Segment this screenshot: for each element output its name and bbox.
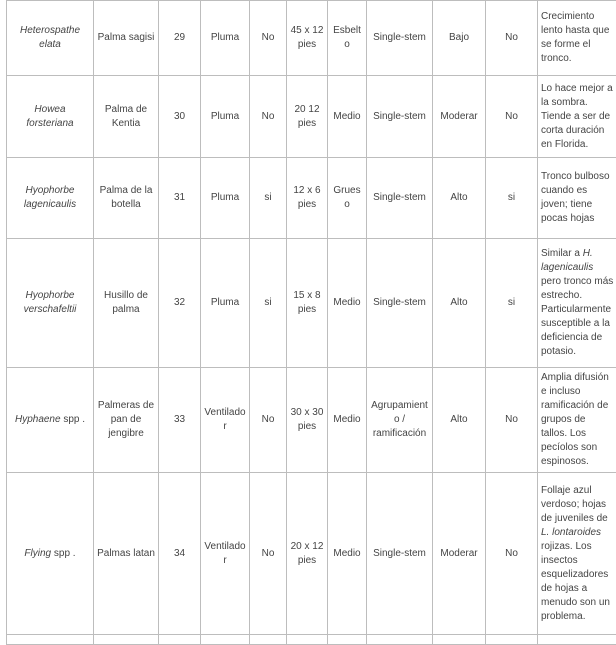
cell-habit: Single-stem: [367, 1, 433, 76]
notes-text: rojizas. Los insectos esquelizadores de hojas a menudo son un problema.: [541, 541, 610, 622]
cell-common: Palma de la botella: [94, 158, 159, 239]
cell-leaf: Pluma: [201, 158, 250, 239]
notes-species: L. lontaroides: [541, 527, 601, 538]
table-row: [7, 1, 616, 76]
cell-trunk: Grueso: [328, 158, 367, 239]
scientific-suffix: spp .: [61, 414, 85, 425]
cell-common: Palma sagisi: [94, 1, 159, 76]
cell-salt: No: [250, 368, 287, 473]
cell-drought: Moderar: [433, 473, 486, 635]
cell-notes: [538, 239, 616, 368]
cell-habit: Agrupamiento / ramificación: [367, 368, 433, 473]
cell-scientific: [7, 368, 94, 473]
cell-notes: [538, 76, 616, 158]
cell-common: Palmeras de pan de jengibre: [94, 368, 159, 473]
cell-number: 32: [159, 239, 201, 368]
cell-size: 30 x 30 pies: [287, 368, 328, 473]
cell-number: 30: [159, 76, 201, 158]
notes-text: pero tronco más estrecho. Particularmente susceptible a la deficiencia de potasio.: [541, 276, 613, 357]
cell-leaf: Ventilador: [201, 368, 250, 473]
cell-trunk: Medio: [328, 473, 367, 635]
table-row: [7, 473, 616, 635]
cell-number: 31: [159, 158, 201, 239]
scientific-suffix: spp .: [51, 548, 75, 559]
notes-species: H. lagenicaulis: [541, 248, 593, 273]
cell-common: Palmas latan: [94, 473, 159, 635]
cell-scientific: [7, 473, 94, 635]
cell-common: Husillo de palma: [94, 239, 159, 368]
cell-cold: No: [486, 76, 538, 158]
cell-habit: Single-stem: [367, 158, 433, 239]
cell-scientific: [7, 239, 94, 368]
cell-notes: [538, 1, 616, 76]
cell-leaf: Ventilador: [201, 473, 250, 635]
cell-leaf: Pluma: [201, 76, 250, 158]
cell-habit: Single-stem: [367, 76, 433, 158]
cell-drought: Alto: [433, 239, 486, 368]
cell-drought: Bajo: [433, 1, 486, 76]
table-row-partial: [7, 635, 616, 645]
cell-number: 34: [159, 473, 201, 635]
cell-salt: No: [250, 473, 287, 635]
cell-notes: [538, 473, 616, 635]
cell-cold: si: [486, 239, 538, 368]
table-row: [7, 368, 616, 473]
notes-text: Crecimiento lento hasta que se forme el tronco.: [541, 11, 609, 64]
cell-drought: Moderar: [433, 76, 486, 158]
cell-trunk: Medio: [328, 239, 367, 368]
notes-text: Amplia difusión e incluso ramificación de grupos de tallos. Los pecíolos son espinosos.: [541, 372, 609, 467]
cell-size: 20 12 pies: [287, 76, 328, 158]
cell-salt: si: [250, 158, 287, 239]
cell-cold: No: [486, 473, 538, 635]
cell-leaf: Pluma: [201, 1, 250, 76]
cell-number: 29: [159, 1, 201, 76]
notes-text: Tronco bulboso cuando es joven; tiene pocas hojas: [541, 171, 610, 224]
cell-scientific: [7, 158, 94, 239]
cell-size: 15 x 8 pies: [287, 239, 328, 368]
cell-cold: No: [486, 1, 538, 76]
palm-table: [6, 0, 616, 645]
cell-leaf: Pluma: [201, 239, 250, 368]
cell-trunk: Medio: [328, 368, 367, 473]
table-row: [7, 239, 616, 368]
cell-notes: [538, 368, 616, 473]
cell-number: 33: [159, 368, 201, 473]
cell-trunk: Esbelto: [328, 1, 367, 76]
cell-size: 45 x 12 pies: [287, 1, 328, 76]
scientific-name: Hyphaene: [15, 414, 61, 425]
notes-text: Follaje azul verdoso; hojas de juveniles de: [541, 485, 608, 524]
cell-salt: No: [250, 76, 287, 158]
cell-scientific: [7, 1, 94, 76]
scientific-name: Hyophorbe lagenicaulis: [24, 185, 76, 210]
cell-habit: Single-stem: [367, 239, 433, 368]
cell-habit: Single-stem: [367, 473, 433, 635]
cell-trunk: Medio: [328, 76, 367, 158]
cell-scientific: [7, 76, 94, 158]
notes-text: Similar a: [541, 248, 583, 259]
scientific-name: Flying: [24, 548, 51, 559]
scientific-name: Heterospathe elata: [20, 25, 80, 50]
scientific-name: Howea forsteriana: [26, 104, 73, 129]
notes-text: Lo hace mejor a la sombra. Tiende a ser de corta duración en Florida.: [541, 83, 613, 150]
cell-cold: si: [486, 158, 538, 239]
cell-salt: si: [250, 239, 287, 368]
cell-notes: [538, 158, 616, 239]
cell-common: Palma de Kentia: [94, 76, 159, 158]
table-row: [7, 76, 616, 158]
table-row: [7, 158, 616, 239]
cell-size: 20 x 12 pies: [287, 473, 328, 635]
cell-size: 12 x 6 pies: [287, 158, 328, 239]
cell-drought: Alto: [433, 158, 486, 239]
cell-salt: No: [250, 1, 287, 76]
cell-drought: Alto: [433, 368, 486, 473]
scientific-name: Hyophorbe verschafeltii: [24, 290, 77, 315]
cell-cold: No: [486, 368, 538, 473]
